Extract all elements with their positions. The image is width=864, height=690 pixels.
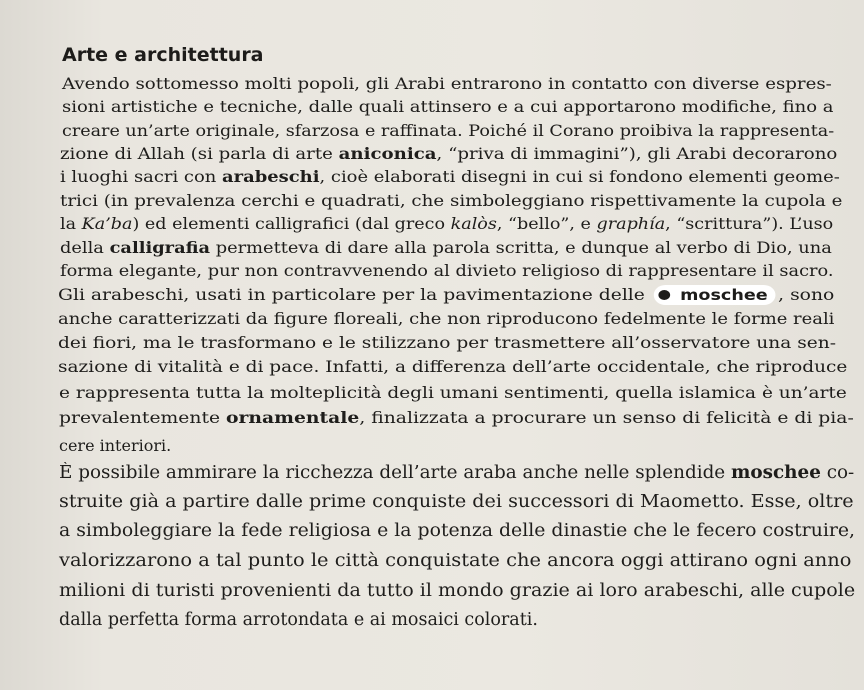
text-line: cere interiori. [59, 436, 172, 455]
bullet-icon [658, 290, 670, 300]
text-line: a simboleggiare la fede religiosa e la potenza delle dinastie che le fecero costruire, [59, 521, 856, 541]
text-line: dei fiori, ma le trasformano e le stilizzano per trasmettere all’osservatore una sen- [58, 333, 836, 352]
text-line: della calligrafia permetteva di dare alla parola scritta, e dunque al verbo di Dio, una [60, 238, 832, 257]
term-arabeschi: arabeschi [222, 167, 320, 186]
text-line: milioni di turisti provenienti da tutto il mondo grazie ai loro arabeschi, alle cupole [59, 581, 856, 601]
term-kaba: Ka’ba [81, 214, 133, 233]
section-title: Arte e architettura [62, 44, 264, 66]
text-line: Gli arabeschi, usati in particolare per la pavimentazione delle moschee , sono [58, 285, 835, 304]
text-line: creare un’arte originale, sfarzosa e raffinata. Poiché il Corano proibiva la rappresenta- [62, 121, 835, 140]
text-line: sioni artistiche e tecniche, dalle quali attinsero e a cui apportarono modifiche, fino a [62, 97, 834, 116]
text-line: zione di Allah (si parla di arte aniconica, “priva di immagini”), gli Arabi decorarono [60, 144, 838, 163]
term-calligrafia: calligrafia [109, 238, 211, 257]
text-line: valorizzarono a tal punto le città conquistate che ancora oggi attirano ogni anno [59, 551, 852, 571]
term-kalos: kalòs [450, 214, 497, 233]
text-line: e rappresenta tutta la molteplicità degli umani sentimenti, quella islamica è un’arte [59, 383, 847, 402]
term-ornamentale: ornamentale [226, 408, 360, 427]
term-graphia: graphía [596, 214, 666, 233]
text-line: È possibile ammirare la ricchezza dell’arte araba anche nelle splendide moschee co- [59, 463, 855, 483]
text-line: forma elegante, pur non contravvenendo al divieto religioso di rappresentare il sacro. [60, 261, 834, 280]
text-line: struite già a partire dalle prime conquiste dei successori di Maometto. Esse, oltre [59, 492, 854, 512]
text-line: dalla perfetta forma arrotondata e ai mosaici colorati. [59, 610, 538, 630]
moschee-glossary-link[interactable]: moschee [653, 285, 776, 305]
term-moschee: moschee [731, 463, 821, 483]
text-line: anche caratterizzati da figure floreali, che non riproducono fedelmente le forme reali [58, 309, 835, 328]
text-line: sazione di vitalità e di pace. Infatti, a differenza dell’arte occidentale, che riproduce [58, 357, 848, 376]
term-aniconica: aniconica [338, 144, 437, 163]
text-line: prevalentemente ornamentale, finalizzata a procurare un senso di felicità e di pia- [59, 408, 854, 427]
text-line: Avendo sottomesso molti popoli, gli Arabi entrarono in contatto con diverse espres- [62, 74, 832, 93]
text-line: trici (in prevalenza cerchi e quadrati, che simboleggiano rispettivamente la cupola e [60, 191, 843, 210]
text-line: i luoghi sacri con arabeschi, cioè elaborati disegni in cui si fondono elementi geome- [60, 167, 840, 186]
text-line: la Ka’ba) ed elementi calligrafici (dal greco kalòs, “bello”, e graphía, “scrittura”). L’uso [60, 214, 834, 233]
